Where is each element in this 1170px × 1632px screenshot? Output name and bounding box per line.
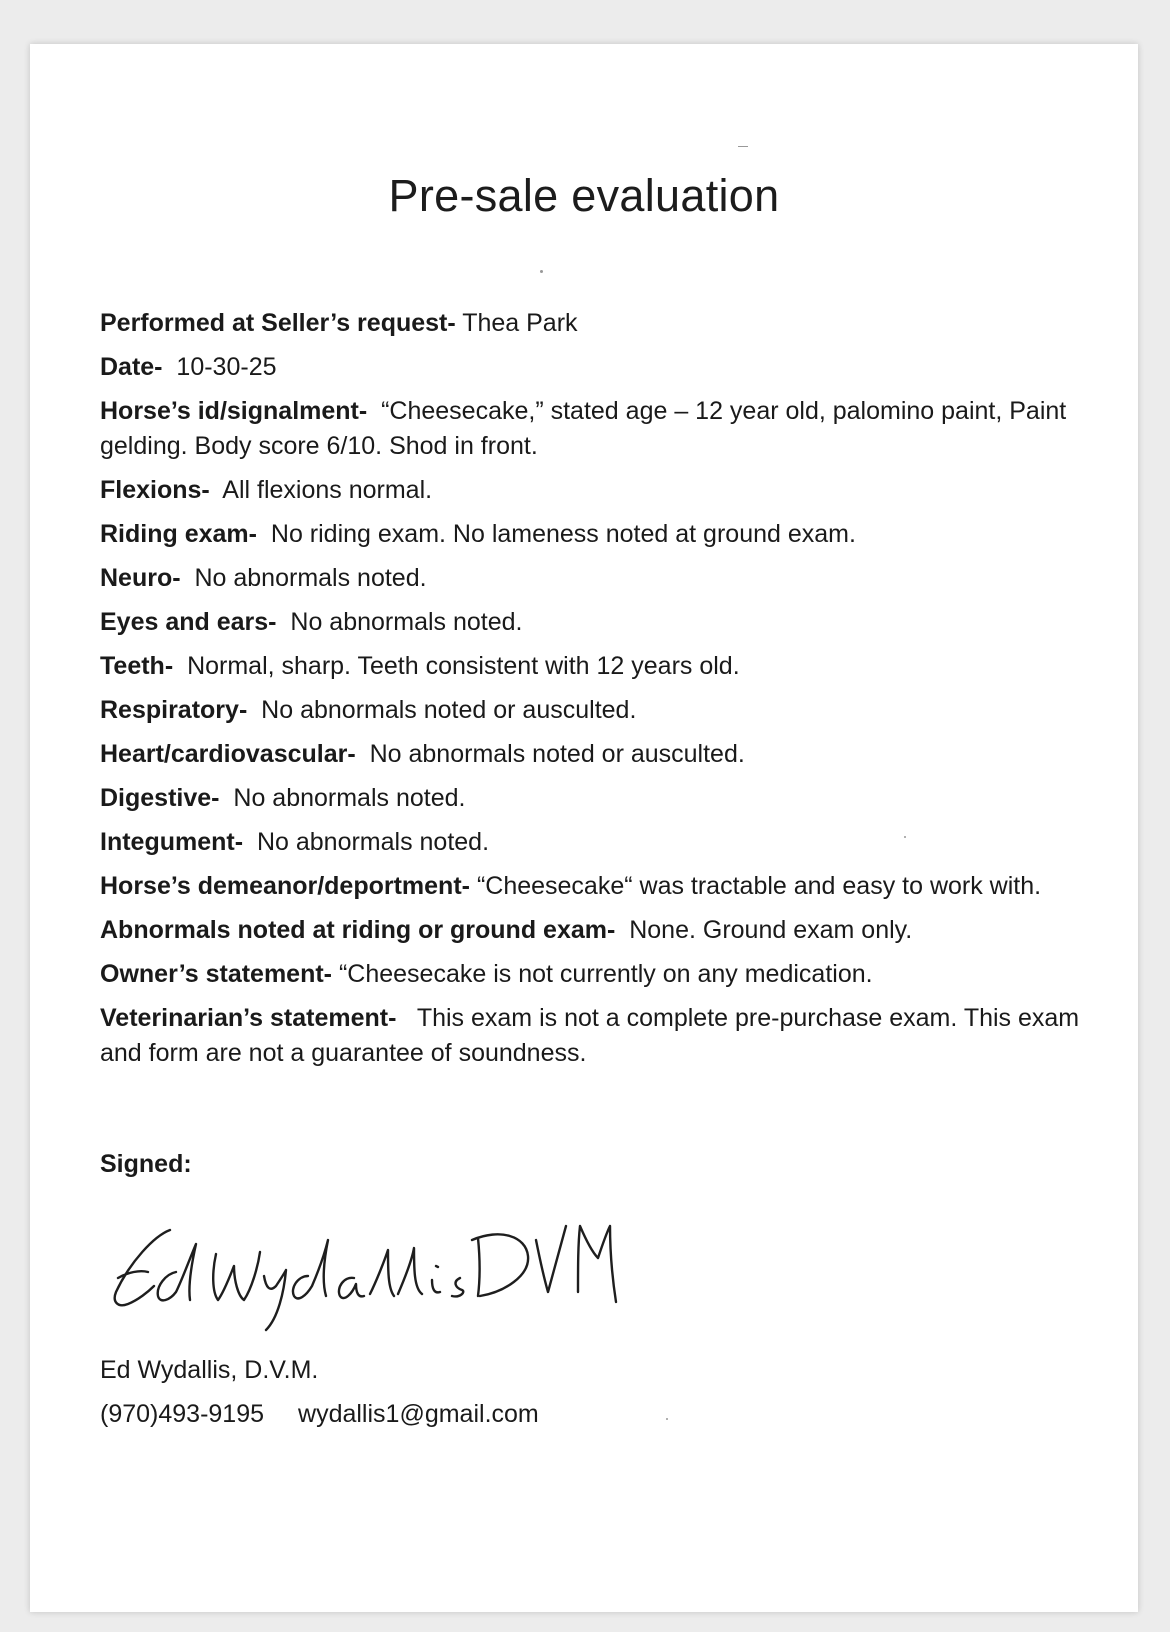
- field-value: “Cheesecake“ was tractable and easy to work with.: [476, 872, 1042, 900]
- field-value: “Cheesecake is not currently on any medication.: [338, 960, 873, 988]
- field-label: Integument-: [100, 828, 244, 856]
- field-label: Neuro-: [100, 564, 181, 592]
- field-label: Veterinarian’s statement-: [100, 1004, 397, 1032]
- field-label: Respiratory-: [100, 696, 248, 724]
- field-label: Horse’s id/signalment-: [100, 397, 368, 425]
- evaluation-fields: [100, 306, 1100, 1080]
- email-address: wydallis1@gmail.com: [298, 1400, 539, 1428]
- field-label: Eyes and ears-: [100, 608, 277, 636]
- field-label: Date-: [100, 353, 163, 381]
- scan-speck: [738, 146, 748, 147]
- scan-speck: [540, 270, 543, 273]
- field-respiratory: [100, 693, 1100, 728]
- field-value: No abnormals noted.: [233, 784, 466, 812]
- field-owner-statement: [100, 957, 1100, 992]
- field-value: 10-30-25: [176, 353, 277, 381]
- field-date: [100, 350, 1100, 385]
- field-value: Normal, sharp. Teeth consistent with 12 years old.: [187, 652, 740, 680]
- page-title: Pre-sale evaluation: [388, 170, 780, 221]
- field-value: None. Ground exam only.: [629, 916, 913, 944]
- field-value: All flexions normal.: [222, 476, 433, 504]
- signed-label: Signed:: [100, 1150, 192, 1178]
- field-label: Heart/cardiovascular-: [100, 740, 356, 768]
- field-vet-statement: [100, 1001, 1100, 1071]
- field-flexions: [100, 473, 1100, 508]
- field-value: No abnormals noted.: [194, 564, 427, 592]
- field-neuro: [100, 561, 1100, 596]
- field-eyes-ears: [100, 605, 1100, 640]
- field-value: No abnormals noted.: [290, 608, 523, 636]
- field-integument: [100, 825, 1100, 860]
- field-label: Horse’s demeanor/deportment-: [100, 872, 470, 900]
- field-label: Digestive-: [100, 784, 220, 812]
- contact-line: [100, 1392, 539, 1436]
- field-riding-exam: [100, 517, 1100, 552]
- contact-block: [100, 1348, 539, 1436]
- field-value: No abnormals noted or ausculted.: [261, 696, 637, 724]
- field-value: No abnormals noted or ausculted.: [369, 740, 745, 768]
- field-value: Thea Park: [462, 309, 578, 337]
- scan-speck: [666, 1418, 668, 1420]
- field-label: Riding exam-: [100, 520, 257, 548]
- field-value: This exam is not a complete pre-purchase exam. This exam and form are not a guarantee of soundness.: [100, 1004, 1080, 1067]
- handwritten-signature: [108, 1196, 648, 1346]
- field-seller-request: [100, 306, 1100, 341]
- field-digestive: [100, 781, 1100, 816]
- field-label: Owner’s statement-: [100, 960, 333, 988]
- field-label: Flexions-: [100, 476, 210, 504]
- field-demeanor: [100, 869, 1100, 904]
- field-teeth: [100, 649, 1100, 684]
- field-value: “Cheesecake,” stated age – 12 year old, palomino paint, Paint gelding. Body score 6/10. Shod in front.: [100, 397, 1067, 460]
- field-cardiovascular: [100, 737, 1100, 772]
- field-abnormals: [100, 913, 1100, 948]
- vet-name: Ed Wydallis, D.V.M.: [100, 1356, 319, 1384]
- field-value: No abnormals noted.: [256, 828, 490, 856]
- field-label: Teeth-: [100, 652, 174, 680]
- field-signalment: [100, 394, 1100, 464]
- field-label: Performed at Seller’s request-: [100, 309, 456, 337]
- phone-number: (970)493-9195: [100, 1400, 265, 1428]
- field-label: Abnormals noted at riding or ground exam-: [100, 916, 616, 944]
- field-value: No riding exam. No lameness noted at ground exam.: [270, 520, 856, 548]
- document-page: [30, 44, 1138, 1612]
